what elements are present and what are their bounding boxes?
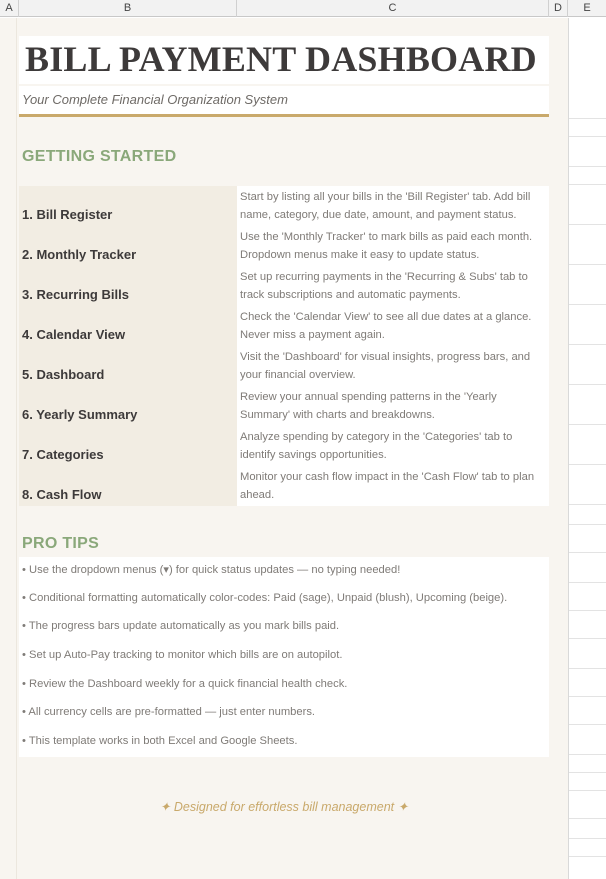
step-label: 8. Cash Flow xyxy=(22,487,102,502)
step-label: 2. Monthly Tracker xyxy=(22,247,137,262)
column-e-grid[interactable] xyxy=(568,18,606,879)
getting-started-row[interactable] xyxy=(19,386,549,426)
getting-started-row[interactable] xyxy=(19,346,549,386)
step-label: 5. Dashboard xyxy=(22,367,105,382)
step-description[interactable]: Monitor your cash flow impact in the 'Cash Flow' tab to plan ahead. xyxy=(237,466,549,506)
tip-item[interactable]: • All currency cells are pre-formatted — just enter numbers. xyxy=(22,706,316,718)
page-subtitle: Your Complete Financial Organization System xyxy=(22,92,288,107)
tip-item[interactable]: • Set up Auto-Pay tracking to monitor which bills are on autopilot. xyxy=(22,649,343,661)
tip-item[interactable]: • This template works in both Excel and Google Sheets. xyxy=(22,735,298,747)
tip-item[interactable]: • Use the dropdown menus (▾) for quick status updates — no typing needed! xyxy=(22,564,401,576)
pro-tips-heading: PRO TIPS xyxy=(22,535,100,552)
step-label-cell[interactable] xyxy=(19,306,237,346)
step-description[interactable]: Review your annual spending patterns in the 'Yearly Summary' with charts and breakdowns. xyxy=(237,386,549,426)
column-header-a[interactable]: A xyxy=(0,0,19,17)
getting-started-row[interactable] xyxy=(19,226,549,266)
step-description[interactable]: Use the 'Monthly Tracker' to mark bills as paid each month. Dropdown menus make it easy to update status. xyxy=(237,226,549,266)
step-label: 3. Recurring Bills xyxy=(22,287,129,302)
tip-item[interactable]: • Conditional formatting automatically color-codes: Paid (sage), Unpaid (blush), Upcoming (beige). xyxy=(22,592,508,604)
column-header-bar xyxy=(0,0,606,17)
step-label-cell[interactable] xyxy=(19,346,237,386)
step-label-cell[interactable] xyxy=(19,466,237,506)
getting-started-row[interactable] xyxy=(19,266,549,306)
column-header-d[interactable]: D xyxy=(549,0,568,17)
step-description[interactable]: Analyze spending by category in the 'Categories' tab to identify savings opportunities. xyxy=(237,426,549,466)
step-description[interactable]: Check the 'Calendar View' to see all due dates at a glance. Never miss a payment again. xyxy=(237,306,549,346)
tip-item[interactable]: • The progress bars update automatically as you mark bills paid. xyxy=(22,620,340,632)
column-header-b[interactable]: B xyxy=(19,0,237,17)
getting-started-heading: GETTING STARTED xyxy=(22,148,177,165)
getting-started-row[interactable] xyxy=(19,426,549,466)
tip-item[interactable]: • Review the Dashboard weekly for a quick financial health check. xyxy=(22,678,348,690)
step-description[interactable]: Start by listing all your bills in the 'Bill Register' tab. Add bill name, category, due date, amount, and payment status. xyxy=(237,186,549,226)
step-label-cell[interactable] xyxy=(19,386,237,426)
getting-started-row[interactable] xyxy=(19,186,549,226)
title-divider xyxy=(19,114,549,117)
page-title: BILL PAYMENT DASHBOARD xyxy=(25,39,537,79)
footer-note: ✦ Designed for effortless bill management ✦ xyxy=(159,800,409,814)
step-label: 6. Yearly Summary xyxy=(22,407,138,422)
column-header-c[interactable]: C xyxy=(237,0,549,17)
step-label-cell[interactable] xyxy=(19,426,237,466)
step-label: 1. Bill Register xyxy=(22,207,113,222)
step-description[interactable]: Set up recurring payments in the 'Recurring & Subs' tab to track subscriptions and automatic payments. xyxy=(237,266,549,306)
step-label: 4. Calendar View xyxy=(22,327,126,342)
step-label-cell[interactable] xyxy=(19,186,237,226)
step-label-cell[interactable] xyxy=(19,266,237,306)
getting-started-row[interactable] xyxy=(19,306,549,346)
getting-started-row[interactable] xyxy=(19,466,549,506)
step-label-cell[interactable] xyxy=(19,226,237,266)
step-description[interactable]: Visit the 'Dashboard' for visual insights, progress bars, and your financial overview. xyxy=(237,346,549,386)
column-header-e[interactable]: E xyxy=(583,2,591,14)
step-label: 7. Categories xyxy=(22,447,104,462)
column-a-cells[interactable] xyxy=(0,18,17,879)
